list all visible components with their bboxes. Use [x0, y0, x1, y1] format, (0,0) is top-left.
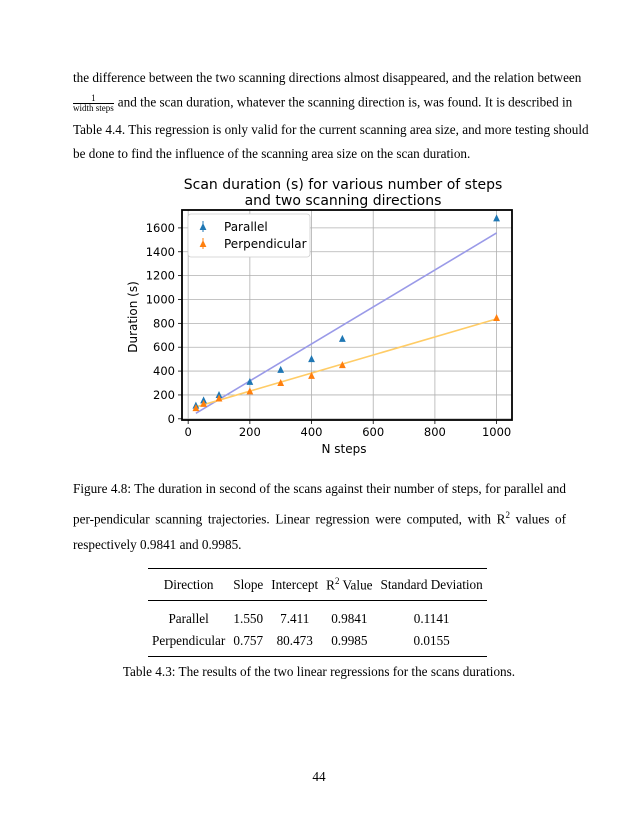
header-r2-sup: 2 [334, 576, 340, 586]
cell-intercept: 80.473 [267, 630, 322, 657]
y-tick-label: 0 [167, 411, 175, 426]
header-std: Standard Deviation [377, 569, 487, 601]
table-caption: Table 4.3: The results of the two linear regressions for the scans durations. [122, 664, 516, 679]
body-line-4: be done to find the influence of the scanning area size on the scan duration. [73, 146, 471, 161]
x-tick-label: 400 [300, 425, 323, 439]
x-tick-label: 0 [184, 425, 192, 439]
body-line-1: the difference between the two scanning directions almost disappeared, and the relation between [73, 70, 582, 85]
header-slope: Slope [229, 569, 267, 601]
cell-slope: 0.757 [229, 630, 267, 657]
table-header-row [148, 569, 487, 601]
cell-direction: Parallel [168, 611, 209, 627]
chart-title-line-2: and two scanning directions [244, 193, 442, 209]
data-point-perpendicular [493, 314, 500, 321]
cell-slope: 1.550 [233, 611, 264, 627]
page-number: 44 [312, 769, 326, 784]
chart-legend [188, 214, 310, 257]
table-row [148, 601, 487, 631]
legend-label-parallel: Parallel [224, 220, 268, 234]
chart-x-label: N steps [321, 442, 367, 456]
data-point-parallel [277, 366, 284, 373]
scan-duration-chart [120, 170, 520, 460]
chart-y-label: Duration (s) [126, 281, 140, 353]
header-intercept: Intercept [267, 569, 322, 601]
x-tick-label: 200 [238, 425, 261, 439]
fit-line-perpendicular [196, 319, 497, 407]
x-tick-label: 1000 [481, 425, 512, 439]
legend-label-perpendicular: Perpendicular [224, 237, 307, 251]
fraction-numerator: 1 [73, 94, 114, 104]
y-tick-label: 1000 [145, 292, 175, 307]
cell-intercept: 7.411 [280, 611, 310, 627]
cell-direction: Perpendicular [148, 630, 229, 657]
figure-caption-sup: 2 [505, 510, 510, 520]
header-r2 [322, 569, 376, 601]
y-tick-label: 200 [153, 387, 175, 402]
x-tick-label: 600 [362, 425, 385, 439]
data-point-parallel [308, 355, 315, 362]
header-direction: Direction [148, 569, 229, 601]
data-point-parallel [339, 335, 346, 342]
y-tick-label: 1400 [145, 244, 175, 259]
figure-caption-part-1: Figure 4.8: The duration in second of the scans against their number of steps, for parallel and per-pendicular scanning trajectories. Linear regression were computed, with R [73, 481, 566, 527]
y-tick-label: 1600 [145, 220, 175, 235]
cell-std: 0.1141 [413, 611, 450, 627]
data-point-parallel [493, 214, 500, 221]
header-r2-suffix: Value [339, 577, 373, 593]
y-tick-label: 800 [153, 316, 175, 331]
cell-r2: 0.9841 [331, 611, 368, 627]
body-line-2 [73, 93, 573, 113]
body-line-3: Table 4.4. This regression is only valid for the current scanning area size, and more testing should [73, 122, 589, 137]
y-tick-label: 600 [153, 340, 175, 355]
x-tick-label: 800 [423, 425, 446, 439]
body-line-2-text: and the scan duration, whatever the scanning direction is, was found. It is described in [117, 94, 573, 110]
results-table [148, 568, 487, 657]
y-tick-label: 400 [153, 364, 175, 379]
figure-caption-part-2: values of respectively 0.9841 and 0.9985. [73, 511, 566, 553]
fraction-denominator: width steps [73, 103, 114, 113]
figure-caption [73, 476, 566, 558]
table-row [148, 630, 487, 657]
cell-r2: 0.9985 [322, 630, 376, 657]
chart-title-line-1: Scan duration (s) for various number of steps [183, 177, 503, 193]
cell-std: 0.0155 [377, 630, 487, 657]
fraction [73, 94, 114, 113]
y-tick-label: 1200 [145, 268, 175, 283]
header-r2-prefix: R [326, 577, 335, 593]
